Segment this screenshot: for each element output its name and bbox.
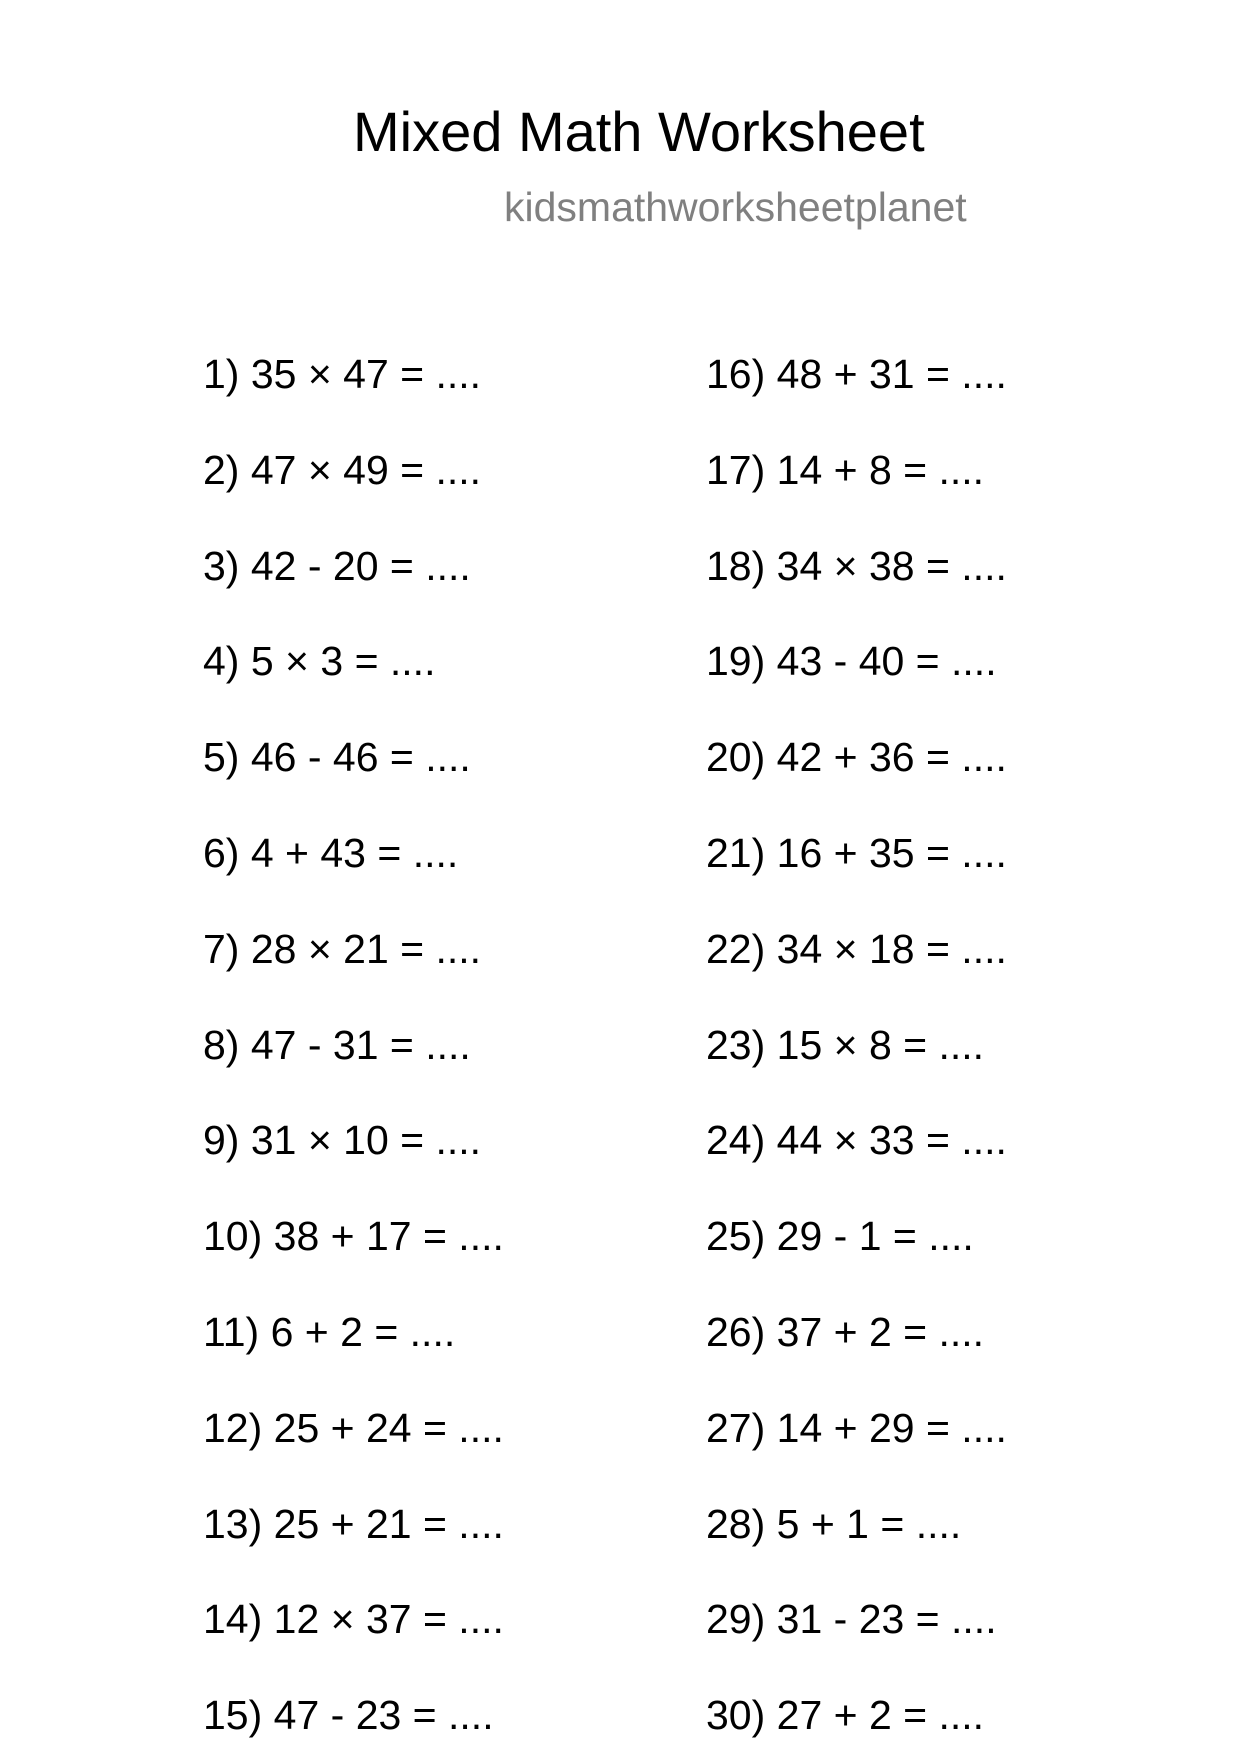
math-problem: 24) 44 × 33 = .... bbox=[706, 1117, 1007, 1164]
math-problem: 23) 15 × 8 = .... bbox=[706, 1021, 985, 1068]
math-problem: 18) 34 × 38 = .... bbox=[706, 542, 1007, 589]
math-problem: 16) 48 + 31 = .... bbox=[706, 351, 1007, 397]
math-problem: 21) 16 + 35 = .... bbox=[706, 830, 1007, 876]
math-problem: 7) 28 × 21 = .... bbox=[203, 925, 482, 972]
math-problem: 17) 14 + 8 = .... bbox=[706, 446, 985, 493]
math-problem: 5) 46 - 46 = .... bbox=[203, 734, 471, 781]
math-problem: 11) 6 + 2 = .... bbox=[203, 1309, 456, 1355]
math-problem: 6) 4 + 43 = .... bbox=[203, 830, 459, 876]
math-problem: 29) 31 - 23 = .... bbox=[706, 1596, 997, 1643]
math-problem: 27) 14 + 29 = .... bbox=[706, 1404, 1007, 1451]
math-problem: 8) 47 - 31 = .... bbox=[203, 1021, 471, 1068]
math-problem: 1) 35 × 47 = .... bbox=[203, 351, 482, 397]
math-problem: 12) 25 + 24 = .... bbox=[203, 1404, 504, 1451]
math-problem: 20) 42 + 36 = .... bbox=[706, 734, 1007, 781]
math-problem: 26) 37 + 2 = .... bbox=[706, 1309, 985, 1355]
math-problem: 19) 43 - 40 = .... bbox=[706, 638, 997, 685]
math-problem: 25) 29 - 1 = .... bbox=[706, 1213, 974, 1260]
math-problem: 4) 5 × 3 = .... bbox=[203, 638, 436, 685]
math-problem: 15) 47 - 23 = .... bbox=[203, 1692, 494, 1739]
math-problem: 28) 5 + 1 = .... bbox=[706, 1500, 962, 1547]
math-problem: 10) 38 + 17 = .... bbox=[203, 1213, 504, 1260]
math-problem: 13) 25 + 21 = .... bbox=[203, 1500, 504, 1547]
math-problem: 3) 42 - 20 = .... bbox=[203, 542, 471, 589]
math-problem: 9) 31 × 10 = .... bbox=[203, 1117, 482, 1164]
math-problem: 22) 34 × 18 = .... bbox=[706, 925, 1007, 972]
worksheet-source: kidsmathworksheetplanet bbox=[504, 184, 967, 230]
math-problem: 14) 12 × 37 = .... bbox=[203, 1596, 504, 1643]
math-problem: 2) 47 × 49 = .... bbox=[203, 446, 482, 493]
math-problem: 30) 27 + 2 = .... bbox=[706, 1692, 985, 1739]
worksheet-title: Mixed Math Worksheet bbox=[353, 100, 925, 163]
